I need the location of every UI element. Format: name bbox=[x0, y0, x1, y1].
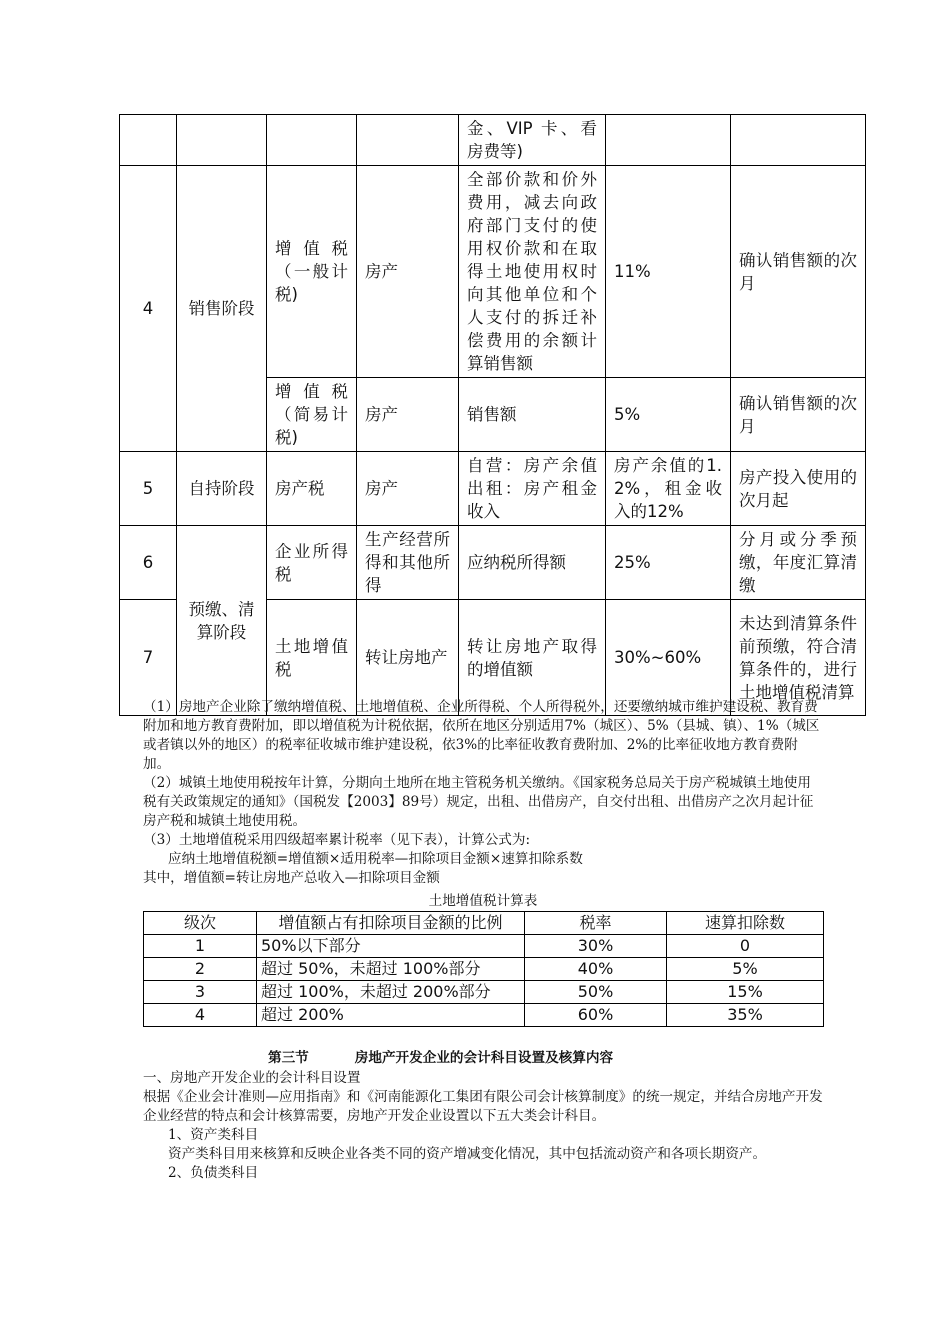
tax-base-cell: 金、VIP 卡、看房费等) bbox=[459, 115, 606, 166]
tax-object-cell: 房产 bbox=[357, 452, 459, 526]
section-title: 房地产开发企业的会计科目设置及核算内容 bbox=[354, 1050, 614, 1066]
tax-time-cell: 未达到清算条件前预缴，符合清算条件的，进行土地增值税清算 bbox=[731, 600, 866, 716]
stage-cell: 销售阶段 bbox=[177, 166, 267, 452]
table-cell: 35% bbox=[667, 1004, 824, 1027]
column-header: 增值额占有扣除项目金额的比例 bbox=[257, 912, 525, 935]
table-cell: 15% bbox=[667, 981, 824, 1004]
table-row bbox=[120, 166, 866, 378]
table-row bbox=[144, 935, 824, 958]
table-row bbox=[144, 981, 824, 1004]
table-cell: 1 bbox=[144, 935, 257, 958]
tax-type-cell: 增值税（简易计税) bbox=[267, 378, 357, 452]
table-cell: 0 bbox=[667, 935, 824, 958]
tax-time-cell: 确认销售额的次月 bbox=[731, 166, 866, 378]
row-number: 4 bbox=[120, 166, 177, 452]
tax-notes bbox=[143, 698, 823, 888]
table-cell: 50%以下部分 bbox=[257, 935, 525, 958]
lat-rate-table bbox=[143, 911, 824, 1027]
tax-base-cell: 转让房地产取得的增值额 bbox=[459, 600, 606, 716]
table-header-row bbox=[144, 912, 824, 935]
formula-line: 应纳土地增值税额=增值额×适用税率—扣除项目金额×速算扣除系数 bbox=[168, 851, 583, 867]
tax-time-cell: 房产投入使用的次月起 bbox=[731, 452, 866, 526]
tax-rate-cell: 11% bbox=[606, 166, 731, 378]
table-cell: 超过 100%，未超过 200%部分 bbox=[257, 981, 525, 1004]
column-header: 速算扣除数 bbox=[667, 912, 824, 935]
row-number: 6 bbox=[120, 526, 177, 600]
tax-time-cell: 分月或分季预缴，年度汇算清缴 bbox=[731, 526, 866, 600]
stage-cell: 自持阶段 bbox=[177, 452, 267, 526]
tax-type-cell: 增值税（一般计税) bbox=[267, 166, 357, 378]
subsection-heading: 一、房地产开发企业的会计科目设置 bbox=[143, 1070, 361, 1086]
tax-type-cell: 土地增值税 bbox=[267, 600, 357, 716]
tax-time-cell: 确认销售额的次月 bbox=[731, 378, 866, 452]
table-cell: 30% bbox=[525, 935, 667, 958]
table-row bbox=[144, 958, 824, 981]
section-three bbox=[143, 1049, 823, 1183]
table-cell: 5% bbox=[667, 958, 824, 981]
tax-rate-cell: 房产余值的1.2%，租金收入的12% bbox=[606, 452, 731, 526]
tax-rate-cell: 5% bbox=[606, 378, 731, 452]
note-paragraph: （3）土地增值税采用四级超率累计税率（见下表），计算公式为: bbox=[143, 832, 531, 848]
row-number: 5 bbox=[120, 452, 177, 526]
list-item: 1、资产类科目 bbox=[168, 1127, 259, 1143]
table-cell: 超过 200% bbox=[257, 1004, 525, 1027]
tax-object-cell: 生产经营所得和其他所得 bbox=[357, 526, 459, 600]
tax-base-cell: 全部价款和价外费用，减去向政府部门支付的使用权价款和在取得土地使用权时向其他单位和个人支付的拆迁补偿费用的余额计算销售额 bbox=[459, 166, 606, 378]
table-cell: 40% bbox=[525, 958, 667, 981]
table-cell: 3 bbox=[144, 981, 257, 1004]
table-row bbox=[120, 115, 866, 166]
tax-overview-table bbox=[119, 114, 866, 716]
body-paragraph: 根据《企业会计准则—应用指南》和《河南能源化工集团有限公司会计核算制度》的统一规定，并结合房地产开发企业经营的特点和会计核算需要，房地产开发企业设置以下五大类会计科目。 bbox=[143, 1089, 823, 1124]
lat-table-title: 土地增值税计算表 bbox=[428, 893, 538, 909]
section-heading bbox=[143, 1049, 823, 1068]
tax-type-cell: 房产税 bbox=[267, 452, 357, 526]
note-paragraph: （2）城镇土地使用税按年计算，分期向土地所在地主管税务机关缴纳。《国家税务总局关于房产税城镇土地使用税有关政策规定的通知》（国税发【2003】89号）规定，出租、出借房产，自交付出租、出借房产之次月起计征房产税和城镇土地使用税。 bbox=[143, 775, 814, 829]
tax-type-cell: 企业所得税 bbox=[267, 526, 357, 600]
body-paragraph: 资产类科目用来核算和反映企业各类不同的资产增减变化情况，其中包括流动资产和各项长期资产。 bbox=[168, 1146, 767, 1162]
tax-rate-cell: 30%~60% bbox=[606, 600, 731, 716]
table-cell: 超过 50%，未超过 100%部分 bbox=[257, 958, 525, 981]
table-cell: 2 bbox=[144, 958, 257, 981]
column-header: 级次 bbox=[144, 912, 257, 935]
column-header: 税率 bbox=[525, 912, 667, 935]
note-paragraph: 其中，增值额=转让房地产总收入—扣除项目金额 bbox=[143, 870, 440, 886]
tax-base-cell: 销售额 bbox=[459, 378, 606, 452]
tax-object-cell: 房产 bbox=[357, 378, 459, 452]
table-row bbox=[144, 1004, 824, 1027]
table-row bbox=[120, 452, 866, 526]
tax-base-cell: 应纳税所得额 bbox=[459, 526, 606, 600]
tax-object-cell: 房产 bbox=[357, 166, 459, 378]
section-number: 第三节 bbox=[268, 1050, 309, 1066]
table-row bbox=[120, 526, 866, 600]
row-number: 7 bbox=[120, 600, 177, 716]
table-cell: 4 bbox=[144, 1004, 257, 1027]
table-cell: 50% bbox=[525, 981, 667, 1004]
tax-base-cell: 自营：房产余值出租：房产租金收入 bbox=[459, 452, 606, 526]
stage-cell: 预缴、清算阶段 bbox=[177, 526, 267, 716]
note-paragraph: （1）房地产企业除了缴纳增值税、土地增值税、企业所得税、个人所得税外，还要缴纳城市维护建设税、教育费附加和地方教育费附加，即以增值税为计税依据，依所在地区分别适用7%（城区）、5%（县城、镇）、1%（城区或者镇以外的地区）的税率征收城市维护建设税，依3%的比率征收教育费附加、2%的比率征收地方教育费附加。 bbox=[143, 699, 820, 772]
table-cell: 60% bbox=[525, 1004, 667, 1027]
tax-rate-cell: 25% bbox=[606, 526, 731, 600]
list-item: 2、负债类科目 bbox=[168, 1165, 259, 1181]
tax-object-cell: 转让房地产 bbox=[357, 600, 459, 716]
